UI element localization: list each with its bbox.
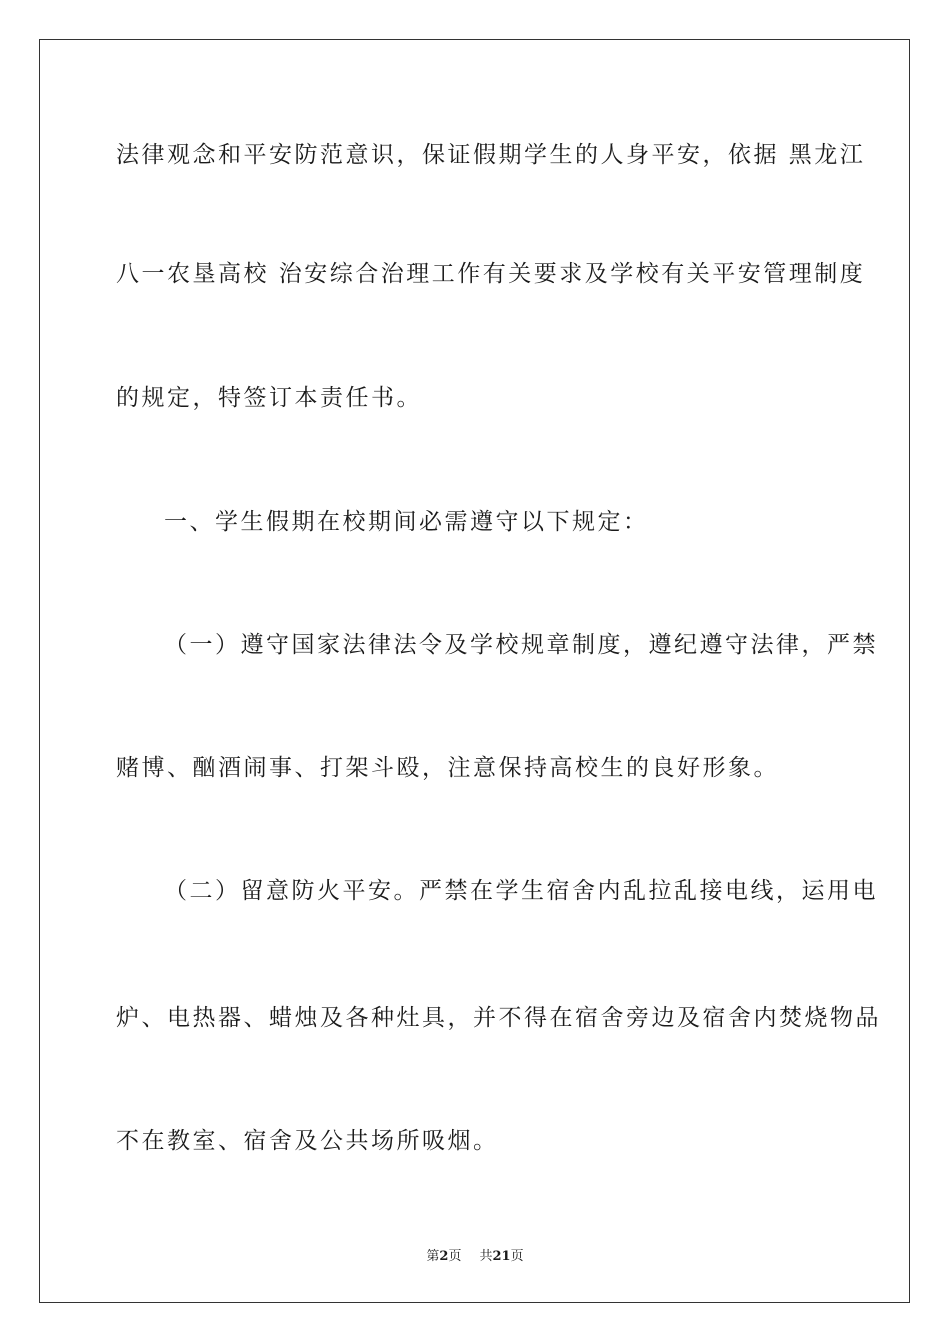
footer-total-pages: 21	[492, 1249, 511, 1264]
body-line-3: 的规定，特签订本责任书。	[116, 385, 422, 411]
page-footer	[0, 1245, 950, 1264]
body-line-7: （二）留意防火平安。严禁在学生宿舍内乱拉乱接电线，运用电	[164, 878, 878, 904]
footer-page-prefix: 第	[426, 1249, 440, 1264]
footer-page-suffix: 页	[448, 1249, 462, 1264]
body-line-2: 八一农垦高校 治安综合治理工作有关要求及学校有关平安管理制度	[116, 261, 866, 287]
section-heading-1: 一、学生假期在校期间必需遵守以下规定：	[164, 509, 649, 535]
body-line-9: 不在教室、宿舍及公共场所吸烟。	[116, 1128, 499, 1154]
body-line-1: 法律观念和平安防范意识，保证假期学生的人身平安，依据 黑龙江	[116, 142, 866, 168]
footer-page-number: 2	[439, 1249, 449, 1264]
body-line-8: 炉、电热器、蜡烛及各种灶具，并不得在宿舍旁边及宿舍内焚烧物品	[116, 1005, 881, 1031]
footer-total-suffix: 页	[510, 1249, 524, 1264]
body-line-6: 赌博、酗酒闹事、打架斗殴，注意保持高校生的良好形象。	[116, 755, 779, 781]
page-border	[39, 39, 910, 1303]
footer-total-prefix: 共	[479, 1249, 493, 1264]
body-line-5: （一）遵守国家法律法令及学校规章制度，遵纪遵守法律，严禁	[164, 632, 878, 658]
